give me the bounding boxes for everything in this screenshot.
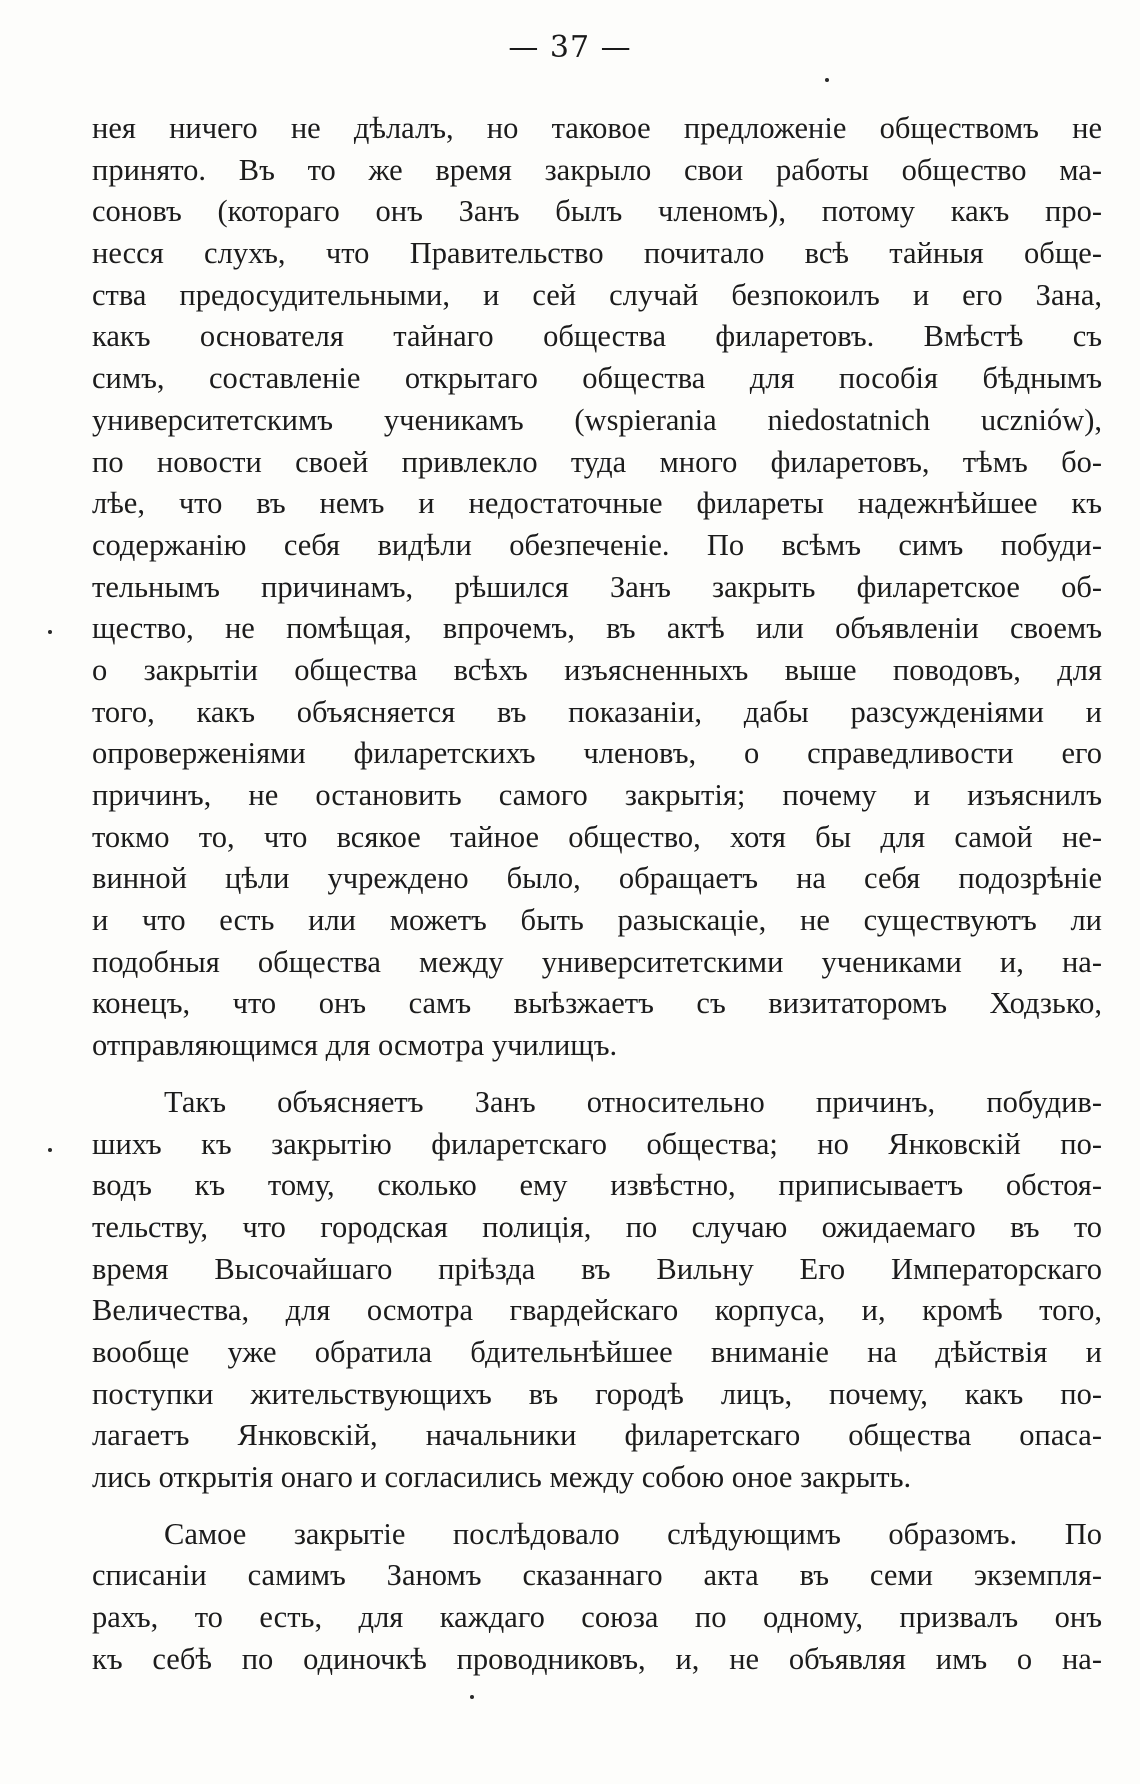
text-line: причинъ, не остановить самого закрытія; почему и изъяснилъ [92, 778, 1102, 812]
scan-speck [48, 630, 52, 634]
text-line: опроверженіями филаретскихъ членовъ, о справедливости его [92, 736, 1102, 771]
text-line: отправляющимся для осмотра училищъ. [92, 1028, 618, 1063]
text-line: ства предосудительными, и сей случай безпокоилъ и его Зана, [92, 277, 1102, 312]
text-line: токмо то, что всякое тайное общество, хотя бы для самой не- [92, 819, 1102, 854]
text-line: о закрытіи общества всѣхъ изъясненныхъ выше поводовъ, для [92, 652, 1102, 687]
scan-speck [825, 78, 829, 82]
text-line: списаніи самимъ Заномъ сказаннаго акта въ семи экземпля- [92, 1558, 1102, 1593]
paragraph [92, 108, 1102, 1067]
text-line: лись открытія онаго и согласились между собою оное закрыть. [92, 1460, 912, 1494]
text-line: Такъ объясняетъ Занъ относительно причинъ, побудив- [164, 1084, 1102, 1119]
page-number: — 37 — [508, 30, 632, 65]
text-line: какъ основателя тайнаго общества филаретовъ. Вмѣстѣ съ [92, 319, 1102, 354]
text-line: и что есть или можетъ быть разыскаціе, не существуютъ ли [92, 903, 1102, 938]
text-line: тельству, что городская полиція, по случаю ожидаемаго въ то [92, 1209, 1102, 1244]
text-line: подобныя общества между университетскими учениками и, на- [92, 944, 1102, 979]
paragraph [92, 1514, 1102, 1681]
text-line: университетскимъ ученикамъ (wspierania niedostatnich uczniów), [92, 402, 1102, 437]
text-line: конецъ, что онъ самъ выѣзжаетъ съ визитаторомъ Ходзько, [92, 986, 1102, 1021]
text-line: тельнымъ причинамъ, рѣшился Занъ закрыть филаретское об- [92, 569, 1102, 604]
text-line: Величества, для осмотра гвардейскаго корпуса, и, кромѣ того, [92, 1293, 1102, 1328]
page-body [92, 108, 1102, 1680]
text-line: щество, не помѣщая, впрочемъ, въ актѣ или объявленіи своемъ [92, 611, 1102, 646]
text-line: лѣе, что въ немъ и недостаточные филареты надежнѣйшее къ [92, 486, 1102, 521]
text-line: нея ничего не дѣлалъ, но таковое предложеніе обществомъ не [92, 111, 1102, 145]
text-line: къ себѣ по одиночкѣ проводниковъ, и, не объявляя имъ о на- [92, 1641, 1102, 1676]
text-line: лагаетъ Янковскій, начальники филаретскаго общества опаса- [92, 1418, 1102, 1453]
text-line: рахъ, то есть, для каждаго союза по одному, призвалъ онъ [92, 1600, 1102, 1635]
text-line: Самое закрытіе послѣдовало слѣдующимъ образомъ. По [164, 1516, 1102, 1551]
text-line: время Высочайшаго пріѣзда въ Вильну Его Императорскаго [92, 1251, 1102, 1286]
paragraph [92, 1082, 1102, 1499]
text-line: несся слухъ, что Правительство почитало всѣ тайныя обще- [92, 236, 1102, 271]
text-line: поступки жительствующихъ въ городѣ лицъ, почему, какъ по- [92, 1376, 1102, 1411]
text-line: по новости своей привлекло туда много филаретовъ, тѣмъ бо- [92, 444, 1102, 479]
text-line: содержанію себя видѣли обезпеченіе. По всѣмъ симъ побуди- [92, 527, 1102, 562]
text-line: соновъ (котораго онъ Занъ былъ членомъ), потому какъ про- [92, 194, 1102, 229]
text-line: водъ къ тому, сколько ему извѣстно, приписываетъ обстоя- [92, 1168, 1102, 1203]
scan-speck [470, 1695, 474, 1699]
scan-speck [48, 1148, 52, 1152]
text-line: винной цѣли учреждено было, обращаетъ на себя подозрѣніе [92, 861, 1102, 896]
text-line: симъ, составленіе открытаго общества для пособія бѣднымъ [92, 361, 1102, 396]
text-line: того, какъ объясняется въ показаніи, дабы разсужденіями и [92, 694, 1102, 729]
text-line: шихъ къ закрытію филаретскаго общества; но Янковскій по- [92, 1126, 1102, 1161]
text-line: вообще уже обратила бдительнѣйшее вниманіе на дѣйствія и [92, 1334, 1102, 1369]
text-line: принято. Въ то же время закрыло свои работы общество ма- [92, 152, 1102, 187]
